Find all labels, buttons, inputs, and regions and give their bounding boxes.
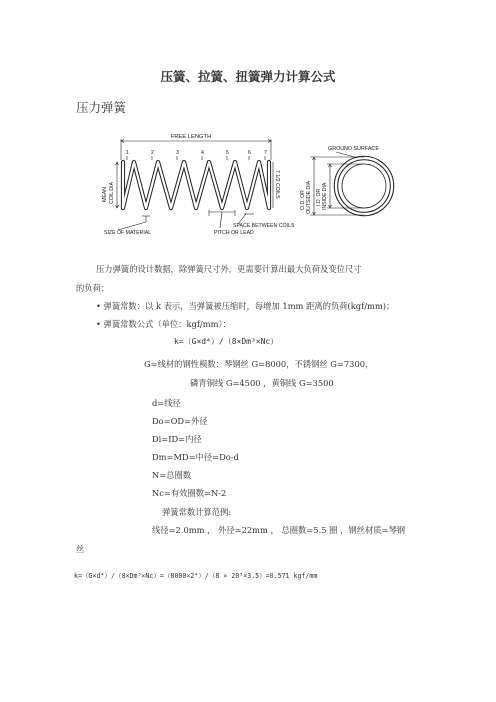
free-length-label: FREE LENGTH xyxy=(170,134,212,140)
coil-number-6: 6 xyxy=(248,150,251,156)
section-heading: 压力弹簧 xyxy=(76,100,127,115)
page-title: 压簧、拉簧、扭簧弹力计算公式 xyxy=(160,69,336,84)
example-heading: 弹簧常数计算范例: xyxy=(162,507,232,517)
modulus-line-1: G=线材的钢性模数：琴钢丝 G=8000，不锈钢丝 G=7300， xyxy=(144,359,374,369)
od-or-label: O.D. OR xyxy=(300,190,306,210)
coil-dia-label: COIL DIA xyxy=(109,181,115,204)
intro-paragraph-line-1: 压力弹簧的设计数据，除弹簧尺寸外，更需要计算出最大负荷及变位尺寸 xyxy=(96,264,362,274)
mean-label: MEAN xyxy=(102,187,108,202)
coil-number-5: 5 xyxy=(226,150,229,156)
outside-dia-label: OUTSIDE DIA xyxy=(306,180,312,214)
spring-diagram-svg xyxy=(96,130,416,238)
spring-constant-formula: k=（G×d⁴）/（8×Dm³×Nc） xyxy=(174,337,279,346)
example-formula: k=（G×d⁴）/（8×Dm³×Nc）=（8000×2⁴）/（8 × 20³×3.5）=0.571 kgf/mm xyxy=(74,572,318,580)
ground-surface-label: GROUND SURFACE xyxy=(328,146,379,152)
bullet-spring-constant: • 弹簧常数：以 k 表示，当弹簧被压缩时，每增加 1mm 距离的负荷(kgf/mm)； xyxy=(96,301,395,311)
inside-dia-label: INSIDE DIA xyxy=(322,182,328,210)
coil-number-2: 2 xyxy=(151,150,154,156)
modulus-line-2: 磷青铜线 G=4500 ，黄铜线 G=3500 xyxy=(190,378,334,388)
coil-number-3: 3 xyxy=(176,150,179,156)
size-of-material-label: SIZE OF MATERIAL xyxy=(104,230,152,236)
example-line-2: 丝 xyxy=(76,544,85,554)
spring-diagram xyxy=(96,130,416,242)
coil-number-4: 4 xyxy=(201,150,204,156)
bullet-formula-heading: • 弹簧常数公式（单位：kgf/mm）： xyxy=(96,319,231,329)
definition-nc: Nc=有效圈数=N-2 xyxy=(152,488,227,498)
coil-number-7: 7 xyxy=(264,150,267,156)
intro-paragraph-line-2: 的负荷： xyxy=(76,283,110,293)
seven-half-coils-label: 7 1/2 COILS xyxy=(274,170,280,199)
pitch-or-lead-label: PITCH OR LEAD xyxy=(214,230,254,236)
definition-di: Di=ID=内径 xyxy=(152,434,202,444)
space-between-coils-label: SPACE BETWEEN COILS xyxy=(233,223,295,229)
id-or-label: I.D. OR xyxy=(316,188,322,206)
definition-dm: Dm=MD=中径=Do-d xyxy=(152,452,239,462)
definition-d: d=线径 xyxy=(152,398,181,408)
definition-n: N=总圈数 xyxy=(152,470,192,480)
coil-number-1: 1 xyxy=(126,150,129,156)
example-line-1: 线径=2.0mm ， 外径=22mm ， 总圈数=5.5 圈 ，钢丝材质=琴钢 xyxy=(152,525,406,535)
definition-do: Do=OD=外径 xyxy=(152,416,208,426)
